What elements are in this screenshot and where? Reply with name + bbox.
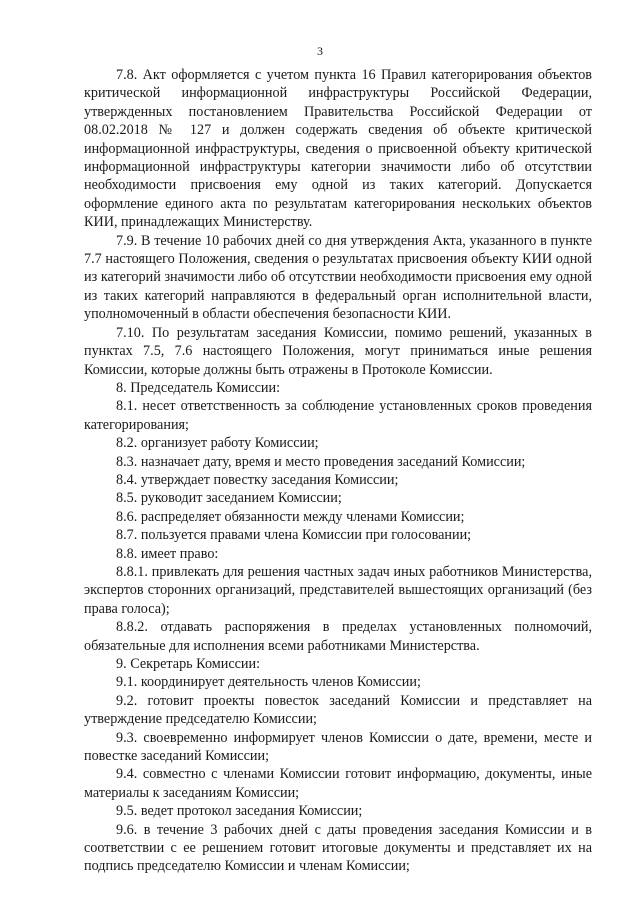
paragraph-8-8-1: 8.8.1. привлекать для решения частных задач иных работников Министерства, экспертов сторонних организаций, представителей вышестоящих организаций (без права голоса);	[84, 563, 592, 617]
paragraph-8-4: 8.4. утверждает повестку заседания Комиссии;	[116, 471, 399, 488]
paragraph-8-1: 8.1. несет ответственность за соблюдение установленных сроков проведения категорирования;	[84, 398, 592, 433]
paragraph-9-6: 9.6. в течение 3 рабочих дней с даты проведения заседания Комиссии и в соответствии с ее решением готовит итоговые документы и представляет их на подпись председателю Комиссии и членам Комиссии;	[84, 821, 592, 875]
document-body	[84, 66, 592, 876]
section-8-heading: 8. Председатель Комиссии:	[116, 379, 281, 396]
paragraph-9-1: 9.1. координирует деятельность членов Комиссии;	[116, 674, 421, 691]
page-number: 3	[317, 44, 323, 58]
paragraph-9-4: 9.4. совместно с членами Комиссии готовит информацию, документы, иные материалы к заседаниям Комиссии;	[84, 766, 592, 801]
paragraph-9-3: 9.3. своевременно информирует членов Комиссии о дате, времени, месте и повестке заседаний Комиссии;	[84, 729, 592, 765]
paragraph-7-9: 7.9. В течение 10 рабочих дней со дня утверждения Акта, указанного в пункте 7.7 настоящего Положения, сведения о результатах присвоения объекту КИИ одной из категорий значимости либо об отсутствии необходимости присвоения ему одной из таких категорий направляются в федеральный орган исполнительной власти, уполномоченный в области обеспечения безопасности КИИ.	[84, 232, 592, 323]
paragraph-8-5: 8.5. руководит заседанием Комиссии;	[116, 490, 342, 507]
paragraph-7-8: 7.8. Акт оформляется с учетом пункта 16 Правил категорирования объектов критической информационной инфраструктуры Российской Федерации, утвержденных постановлением Правительства Российской Федерации от 08.02.2018 № 127 и должен содержать сведения об объекте критической информационной инфраструктуры, сведения о присвоенной объекту критической информационной инфраструктуры категории значимости либо об отсутствии необходимости присвоения ему одной из таких категорий. Допускается оформление единого акта по результатам категорирования нескольких объектов КИИ, принадлежащих Министерству.	[84, 67, 592, 231]
paragraph-8-8: 8.8. имеет право:	[116, 545, 219, 562]
paragraph-9-2: 9.2. готовит проекты повесток заседаний Комиссии и представляет на утверждение председателю Комиссии;	[84, 692, 592, 728]
paragraph-8-6: 8.6. распределяет обязанности между членами Комиссии;	[116, 508, 465, 525]
paragraph-8-2: 8.2. организует работу Комиссии;	[116, 435, 319, 452]
paragraph-8-8-2: 8.8.2. отдавать распоряжения в пределах установленных полномочий, обязательные для исполнения всеми работниками Министерства.	[84, 619, 592, 654]
section-9-heading: 9. Секретарь Комиссии:	[116, 656, 261, 672]
paragraph-8-3: 8.3. назначает дату, время и место проведения заседаний Комиссии;	[116, 453, 526, 470]
paragraph-9-5: 9.5. ведет протокол заседания Комиссии;	[116, 803, 363, 820]
paragraph-8-7: 8.7. пользуется правами члена Комиссии при голосовании;	[116, 527, 472, 544]
paragraph-7-10: 7.10. По результатам заседания Комиссии, помимо решений, указанных в пунктах 7.5, 7.6 настоящего Положения, могут приниматься иные решения Комиссии, которые должны быть отражены в Протоколе Комиссии.	[84, 324, 592, 378]
